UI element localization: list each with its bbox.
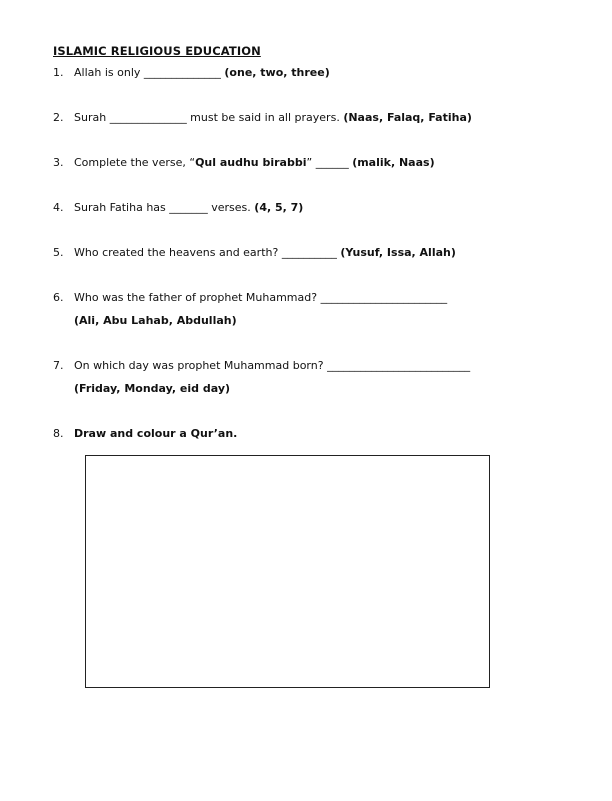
question-number: 7.	[53, 359, 64, 372]
answer-options: (Ali, Abu Lahab, Abdullah)	[74, 314, 237, 327]
question-text: Allah is only	[74, 66, 144, 79]
worksheet-title: ISLAMIC RELIGIOUS EDUCATION	[53, 44, 261, 58]
answer-blank[interactable]: __________	[281, 246, 337, 259]
question-text: Who created the heavens and earth?	[74, 246, 282, 259]
answer-blank[interactable]: ______	[315, 156, 349, 169]
question-6	[53, 291, 447, 305]
answer-blank[interactable]: _______	[169, 201, 208, 214]
question-text-cont: must be said in all prayers.	[186, 111, 344, 124]
question-5	[53, 246, 456, 260]
question-number: 3.	[53, 156, 64, 169]
question-number: 2.	[53, 111, 64, 124]
question-3: 3. Complete the verse, “Qul audhu birabbi” ______ (malik, Naas)	[53, 156, 435, 169]
question-number: 1.	[53, 66, 64, 79]
question-7	[53, 359, 470, 373]
question-number: 5.	[53, 246, 64, 259]
question-number: 4.	[53, 201, 64, 214]
verse-text: Qul audhu birabbi	[195, 156, 307, 169]
question-text: Surah	[74, 111, 110, 124]
answer-blank[interactable]: _______________________	[320, 291, 448, 304]
question-text: Complete the verse, “	[74, 156, 196, 169]
question-text: Who was the father of prophet Muhammad?	[74, 291, 321, 304]
question-1	[53, 66, 330, 80]
question-number: 8.	[53, 427, 64, 440]
answer-options: (malik, Naas)	[352, 156, 435, 169]
answer-options: (Yusuf, Issa, Allah)	[340, 246, 456, 259]
answer-blank[interactable]: ______________	[143, 66, 221, 79]
answer-options: (Naas, Falaq, Fatiha)	[343, 111, 472, 124]
question-text-cont: verses.	[207, 201, 255, 214]
answer-blank[interactable]: ______________	[109, 111, 187, 124]
answer-blank[interactable]: __________________________	[327, 359, 471, 372]
question-4	[53, 201, 303, 215]
answer-options: (one, two, three)	[224, 66, 330, 79]
question-2	[53, 111, 472, 125]
question-text: On which day was prophet Muhammad born?	[74, 359, 328, 372]
drawing-box[interactable]	[85, 455, 490, 688]
question-number: 6.	[53, 291, 64, 304]
answer-options: (Friday, Monday, eid day)	[74, 382, 231, 395]
question-text: Surah Fatiha has	[74, 201, 170, 214]
question-text: Draw and colour a Qur’an.	[74, 427, 238, 440]
answer-options: (4, 5, 7)	[254, 201, 304, 214]
question-8	[53, 427, 237, 441]
